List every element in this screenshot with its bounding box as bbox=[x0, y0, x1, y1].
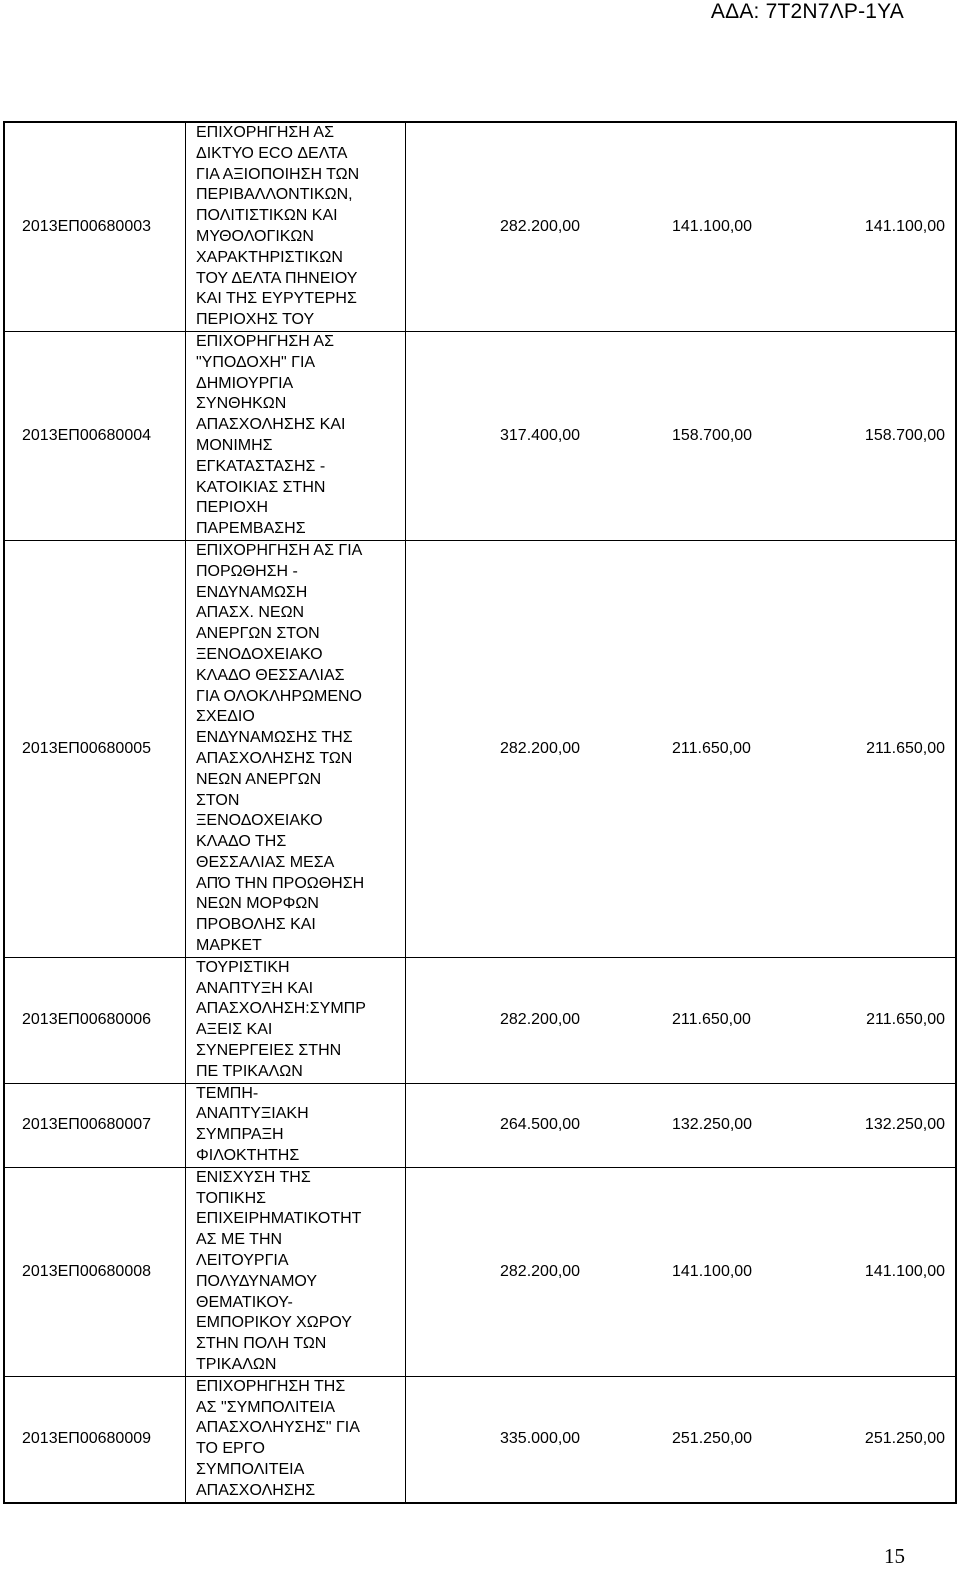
amounts bbox=[406, 958, 955, 1083]
title-line: ΜΑΡΚΕΤ bbox=[196, 937, 262, 955]
approved-amount: 132.250,00 bbox=[672, 1116, 753, 1134]
disbursed-amount: 132.250,00 bbox=[864, 1116, 945, 1134]
title-line: ΠΟΡΩΘΗΣΗ - bbox=[196, 562, 298, 580]
title-line: ΣΥΜΠΡΑΞΗ bbox=[196, 1126, 284, 1144]
title-line: ΤΟ ΕΡΓΟ bbox=[196, 1440, 265, 1458]
title-line: ΕΠΙΧΕΙΡΗΜΑΤΙΚΟΤΗΤ bbox=[196, 1210, 362, 1228]
total-budget: 282.200,00 bbox=[500, 739, 581, 757]
total-budget: 264.500,00 bbox=[500, 1116, 581, 1134]
title-line: ΞΕΝΟΔΟΧΕΙΑΚΟ bbox=[196, 812, 323, 830]
title-line: ΚΛΑΔΟ ΘΕΣΣΑΛΙΑΣ bbox=[196, 666, 345, 684]
project-title bbox=[186, 1168, 406, 1376]
title-line: ΣΤΟΝ bbox=[196, 791, 240, 809]
title-line: ΓΙΑ ΑΞΙΟΠΟΙΗΣΗ ΤΩΝ bbox=[196, 165, 360, 183]
table-row bbox=[5, 1083, 955, 1167]
table-row bbox=[5, 1167, 955, 1376]
title-line: ΔΙΚΤΥΟ ECO ΔΕΛΤΑ bbox=[196, 144, 348, 162]
title-line: ΠΟΛΥΔΥΝΑΜΟΥ bbox=[196, 1272, 318, 1290]
project-title bbox=[186, 332, 406, 540]
table-row bbox=[5, 540, 955, 957]
title-line: ΕΝΔΥΝΑΜΩΣΗΣ ΤΗΣ bbox=[196, 729, 353, 747]
project-title bbox=[186, 1084, 406, 1167]
title-line: ΕΠΙΧΟΡΗΓΗΣΗ ΤΗΣ bbox=[196, 1377, 346, 1395]
project-title bbox=[186, 958, 406, 1083]
total-budget: 282.200,00 bbox=[500, 217, 581, 235]
total-budget: 282.200,00 bbox=[500, 1011, 581, 1029]
project-code: 2013ΕΠ00680004 bbox=[5, 332, 186, 540]
title-line: ΑΝΑΠΤΥΞΗ ΚΑΙ bbox=[196, 979, 314, 997]
title-line: ΚΛΑΔΟ ΤΗΣ bbox=[196, 833, 287, 851]
title-line: ΧΑΡΑΚΤΗΡΙΣΤΙΚΩΝ bbox=[196, 248, 343, 266]
title-line: ΘΕΣΣΑΛΙΑΣ ΜΕΣΑ bbox=[196, 853, 335, 871]
approved-amount: 158.700,00 bbox=[672, 426, 753, 444]
title-line: ΑΠΌ ΤΗΝ ΠΡΟΩΘΗΣΗ bbox=[196, 874, 365, 892]
title-line: ΤΕΜΠΗ- bbox=[196, 1084, 259, 1102]
title-line: ΘΕΜΑΤΙΚΟΥ- bbox=[196, 1293, 293, 1311]
title-line: ΜΟΝΙΜΗΣ bbox=[196, 436, 273, 454]
project-code: 2013ΕΠ00680003 bbox=[5, 123, 186, 331]
title-line: ΝΕΩΝ ΑΝΕΡΓΩΝ bbox=[196, 770, 322, 788]
title-line: ΓΙΑ ΟΛΟΚΛΗΡΩΜΕΝΟ bbox=[196, 687, 362, 705]
disbursed-amount: 141.100,00 bbox=[864, 217, 945, 235]
title-line: ΞΕΝΟΔΟΧΕΙΑΚΟ bbox=[196, 645, 323, 663]
project-title bbox=[186, 1377, 406, 1502]
project-title bbox=[186, 541, 406, 957]
table-row bbox=[5, 123, 955, 331]
title-line: ΚΑΙ ΤΗΣ ΕΥΡΥΤΕΡΗΣ bbox=[196, 290, 357, 308]
title-line: ΑΠΑΣΧΟΛΗΣΗ:ΣΥΜΠΡ bbox=[196, 1000, 366, 1018]
amounts bbox=[406, 1168, 955, 1376]
amounts bbox=[406, 541, 955, 957]
ada-code: ΑΔΑ: 7Τ2Ν7ΛΡ-1ΥΑ bbox=[710, 0, 904, 23]
title-line: ΑΠΑΣΧΟΛΗΣΗΣ bbox=[196, 1481, 316, 1499]
total-budget: 317.400,00 bbox=[500, 426, 581, 444]
title-line: ΠΟΛΙΤΙΣΤΙΚΩΝ ΚΑΙ bbox=[196, 207, 338, 225]
approved-amount: 211.650,00 bbox=[672, 739, 751, 757]
title-line: ΛΕΙΤΟΥΡΓΙΑ bbox=[196, 1252, 289, 1270]
disbursed-amount: 251.250,00 bbox=[864, 1430, 945, 1448]
title-line: ΕΜΠΟΡΙΚΟΥ ΧΩΡΟΥ bbox=[196, 1314, 352, 1332]
project-code: 2013ΕΠ00680009 bbox=[5, 1377, 186, 1502]
title-line: ΤΟΠΙΚΗΣ bbox=[196, 1189, 267, 1207]
project-code: 2013ΕΠ00680006 bbox=[5, 958, 186, 1083]
approved-amount: 141.100,00 bbox=[672, 1262, 753, 1280]
total-budget: 282.200,00 bbox=[500, 1262, 581, 1280]
title-line: ΠΑΡΕΜΒΑΣΗΣ bbox=[196, 520, 306, 538]
title-line: ΠΡΟΒΟΛΗΣ ΚΑΙ bbox=[196, 916, 316, 934]
project-code: 2013ΕΠ00680005 bbox=[5, 541, 186, 957]
amounts bbox=[406, 1377, 955, 1502]
amounts bbox=[406, 1084, 955, 1167]
title-line: ΠΕΡΙΟΧΗΣ ΤΟΥ bbox=[196, 311, 315, 329]
approved-amount: 211.650,00 bbox=[672, 1011, 751, 1029]
title-line: ΑΝΑΠΤΥΞΙΑΚΗ bbox=[196, 1105, 309, 1123]
project-code: 2013ΕΠ00680007 bbox=[5, 1084, 186, 1167]
title-line: ΠΕΡΙΒΑΛΛΟΝΤΙΚΩΝ, bbox=[196, 186, 353, 204]
title-line: ΑΠΑΣΧΟΛΗΣΗΣ ΤΩΝ bbox=[196, 749, 353, 767]
title-line: "ΥΠΟΔΟΧΗ" ΓΙΑ bbox=[196, 353, 316, 371]
title-line: ΕΝΙΣΧΥΣΗ ΤΗΣ bbox=[196, 1168, 311, 1186]
title-line: ΠΕ ΤΡΙΚΑΛΩΝ bbox=[196, 1062, 303, 1080]
amounts bbox=[406, 123, 955, 331]
title-line: ΤΟΥΡΙΣΤΙΚΗ bbox=[196, 958, 290, 976]
disbursed-amount: 141.100,00 bbox=[864, 1262, 945, 1280]
title-line: ΑΠΑΣΧΟΛΗΥΣΗΣ" ΓΙΑ bbox=[196, 1419, 360, 1437]
title-line: ΕΠΙΧΟΡΗΓΗΣΗ ΑΣ bbox=[196, 332, 334, 350]
grants-table bbox=[3, 121, 957, 1504]
project-title bbox=[186, 123, 406, 331]
table-row bbox=[5, 331, 955, 540]
title-line: ΦΙΛΟΚΤΗΤΗΣ bbox=[196, 1147, 300, 1165]
title-line: ΤΟΥ ΔΕΛΤΑ ΠΗΝΕΙΟΥ bbox=[196, 269, 358, 287]
approved-amount: 251.250,00 bbox=[672, 1430, 753, 1448]
title-line: ΑΝΕΡΓΩΝ ΣΤΟΝ bbox=[196, 625, 320, 643]
title-line: ΜΥΘΟΛΟΓΙΚΩΝ bbox=[196, 227, 314, 245]
title-line: ΣΧΕΔΙΟ bbox=[196, 708, 255, 726]
title-line: ΕΝΔΥΝΑΜΩΣΗ bbox=[196, 583, 308, 601]
title-line: ΤΡΙΚΑΛΩΝ bbox=[196, 1356, 277, 1374]
title-line: ΣΥΜΠΟΛΙΤΕΙΑ bbox=[196, 1461, 305, 1478]
page-number: 15 bbox=[884, 1544, 905, 1568]
total-budget: 335.000,00 bbox=[500, 1430, 581, 1448]
table-row bbox=[5, 1376, 955, 1502]
approved-amount: 141.100,00 bbox=[672, 217, 753, 235]
title-line: ΣΥΝΕΡΓΕΙΕΣ ΣΤΗΝ bbox=[196, 1042, 342, 1060]
title-line: ΕΠΙΧΟΡΗΓΗΣΗ ΑΣ bbox=[196, 124, 334, 141]
title-line: ΣΤΗΝ ΠΟΛΗ ΤΩΝ bbox=[196, 1335, 327, 1353]
disbursed-amount: 211.650,00 bbox=[866, 1011, 945, 1029]
title-line: ΚΑΤΟΙΚΙΑΣ ΣΤΗΝ bbox=[196, 478, 326, 496]
title-line: ΑΠΑΣΧ. ΝΕΩΝ bbox=[196, 604, 305, 622]
disbursed-amount: 158.700,00 bbox=[864, 426, 945, 444]
amounts bbox=[406, 332, 955, 540]
title-line: ΠΕΡΙΟΧΗ bbox=[196, 499, 269, 517]
disbursed-amount: 211.650,00 bbox=[866, 739, 945, 757]
project-code: 2013ΕΠ00680008 bbox=[5, 1168, 186, 1376]
title-line: ΝΕΩΝ ΜΟΡΦΩΝ bbox=[196, 895, 319, 913]
title-line: ΑΠΑΣΧΟΛΗΣΗΣ ΚΑΙ bbox=[196, 416, 346, 434]
title-line: ΕΠΙΧΟΡΗΓΗΣΗ ΑΣ ΓΙΑ bbox=[196, 541, 363, 559]
title-line: ΕΓΚΑΤΑΣΤΑΣΗΣ - bbox=[196, 457, 326, 475]
title-line: ΑΞΕΙΣ ΚΑΙ bbox=[196, 1021, 273, 1039]
title-line: ΑΣ ΜΕ ΤΗΝ bbox=[196, 1231, 283, 1249]
title-line: ΔΗΜΙΟΥΡΓΙΑ bbox=[196, 374, 294, 392]
title-line: ΣΥΝΘΗΚΩΝ bbox=[196, 395, 287, 413]
title-line: ΑΣ "ΣΥΜΠΟΛΙΤΕΙΑ bbox=[196, 1398, 335, 1416]
table-row bbox=[5, 957, 955, 1083]
